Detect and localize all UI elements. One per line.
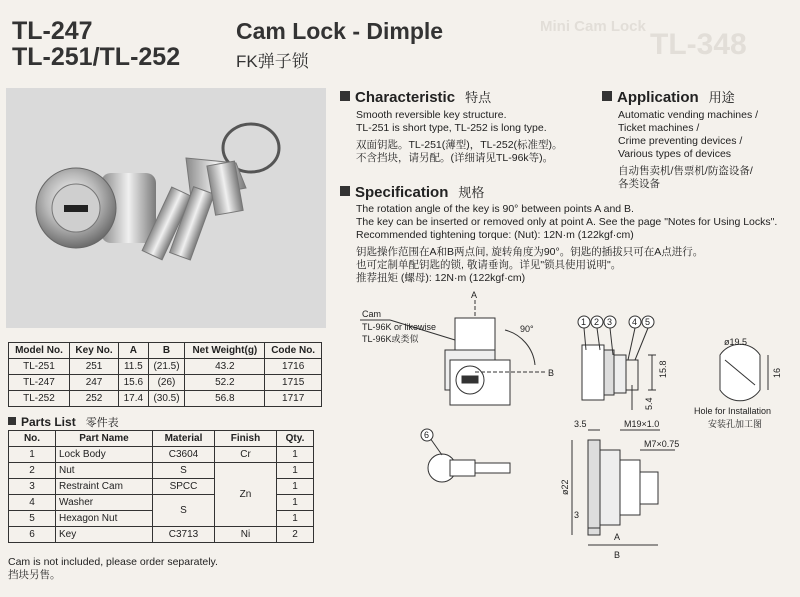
- dim-b: B: [614, 550, 621, 560]
- point-a-label: A: [471, 290, 478, 300]
- technical-drawing: [330, 290, 800, 590]
- table-row: TL-251 251 11.5 (21.5) 43.2 1716: [9, 359, 322, 375]
- dim-15-8: 15.8: [658, 360, 668, 378]
- specification-text: The rotation angle of the key is 90° between points A and B. The key can be inserted or removed only at point A. See the page "Notes for Using Locks". Recommended tightening torque: (Nut): 12N·m (122kgf·cm) 钥匙操作范围在A和B两点间, 旋转角度为90°。钥匙的插拔只可在A点进行。 也可定制单配钥匙的锁, 敬请垂询。详见"锁具使用说明"。 推荐扭矩 (螺母): 12N·m (122kgf·cm): [356, 203, 778, 284]
- table-header-row: No. Part Name Material Finish Qty.: [9, 431, 314, 447]
- rotation-angle-label: 90°: [520, 324, 534, 334]
- model-table: [8, 342, 322, 407]
- callout-3: 3: [607, 317, 613, 327]
- table-row: TL-252 252 17.4 (30.5) 56.8 1717: [9, 391, 322, 407]
- callout-4: 4: [632, 317, 638, 327]
- dim-3-5: 3.5: [574, 419, 587, 429]
- model-number-secondary: TL-251/TL-252: [12, 43, 181, 71]
- ghost-model: TL-348: [650, 28, 747, 61]
- hole-label-en: Hole for Installation: [694, 406, 772, 416]
- hole-label-cn: 安装孔加工图: [708, 419, 763, 429]
- application-heading: Application 用途: [602, 87, 735, 106]
- parts-list-heading: Parts List 零件表: [8, 414, 119, 430]
- cam-label: Cam: [362, 309, 382, 319]
- cam-note-en: TL-96K or likewise: [362, 322, 437, 332]
- heading-square-icon: [8, 417, 16, 425]
- characteristic-heading: Characteristic 特点: [340, 87, 491, 106]
- dim-5-4: 5.4: [644, 397, 654, 410]
- characteristic-text: Smooth reversible key structure. TL-251 is short type, TL-252 is long type. 双面钥匙。TL-251(薄型)，TL-252(标准型)。 不含挡块，请另配。(详细请见TL-96k等)。: [356, 109, 563, 164]
- point-b-label: B: [548, 368, 555, 378]
- product-title: Cam Lock - Dimple: [236, 18, 444, 44]
- model-number-primary: TL-247: [12, 17, 93, 45]
- callout-2: 2: [594, 317, 600, 327]
- table-row: 4 Washer S 1: [9, 495, 314, 511]
- table-row: 1 Lock Body C3604 Cr 1: [9, 447, 314, 463]
- callout-1: 1: [581, 317, 587, 327]
- heading-square-icon: [602, 91, 612, 101]
- dim-a: A: [614, 532, 621, 542]
- heading-square-icon: [340, 186, 350, 196]
- product-subtitle: FK弹子锁: [236, 52, 309, 71]
- table-row: 2 Nut S Zn 1: [9, 463, 314, 479]
- callout-5: 5: [645, 317, 651, 327]
- application-text: Automatic vending machines / Ticket machines / Crime preventing devices / Various types of devices 自动售卖机/售票机/防盗设备/ 各类设备: [618, 109, 759, 190]
- ghost-title: Mini Cam Lock: [540, 18, 646, 35]
- table-row: 6 Key C3713 Ni 2: [9, 527, 314, 543]
- dim-diameter-22: ø22: [560, 479, 570, 495]
- dim-3: 3: [574, 510, 580, 520]
- footnote: Cam is not included, please order separately. 挡块另售。: [8, 556, 218, 581]
- table-row: 3 Restraint Cam SPCC 1: [9, 479, 314, 495]
- table-header-row: Model No. Key No. A B Net Weight(g) Code No.: [9, 343, 322, 359]
- dim-diameter-19-5: ø19.5: [724, 337, 748, 347]
- product-photo: [6, 88, 326, 328]
- dim-m7: M7×0.75: [644, 439, 680, 449]
- dim-m19: M19×1.0: [624, 419, 660, 429]
- specification-heading: Specification 规格: [340, 182, 484, 201]
- cam-note-cn: TL-96K或类似: [362, 334, 419, 344]
- heading-square-icon: [340, 91, 350, 101]
- parts-table: [8, 430, 314, 543]
- table-row: TL-247 247 15.6 (26) 52.2 1715: [9, 375, 322, 391]
- dim-16: 16: [772, 367, 782, 378]
- callout-6: 6: [424, 430, 430, 440]
- table-row: 5 Hexagon Nut 1: [9, 511, 314, 527]
